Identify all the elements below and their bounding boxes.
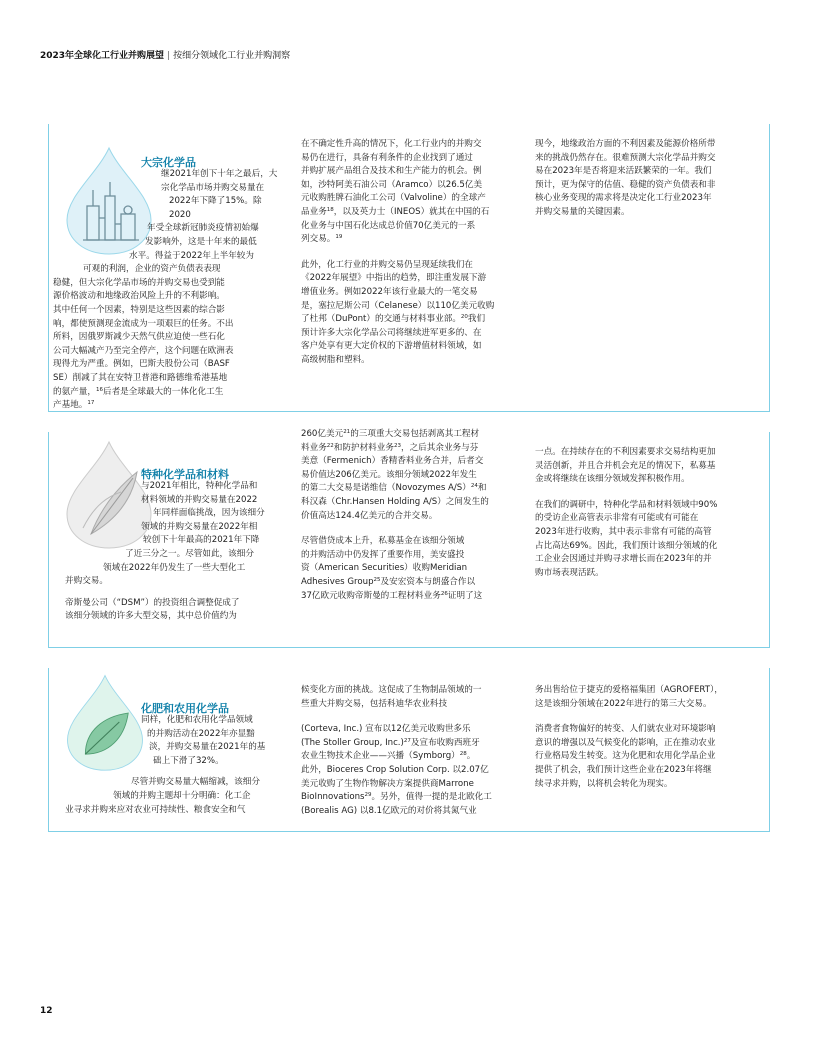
section-title: 特种化学品和材料: [141, 468, 229, 481]
report-title: 2023年全球化工行业并购展望: [40, 51, 165, 61]
page-number: 12: [40, 1006, 53, 1016]
header-separator: |: [167, 51, 171, 61]
bulk-chemicals-column-1: 继2021年创下十年之最后，大 宗化学品市场并购交易量在 2022年下降了15%。除2020 年受全球新冠肺炎疫情初始爆 发影响外，这是十年来的最低 水平。得益于2022年上半年较为 可观的利润，企业的资产负债表表现 稳健，但大宗化学品市场的并购交易也受到能 源价格波动和地缘政治风险上升的不利影响。 其中任何一个因素，特别是这些因素的综合影 响，都使预测现金流成为一项艰巨的任务。不出 所料，因俄罗斯减少天然气供应迫使一些石化 公司大幅减产乃至完全停产，这个问题在欧洲表 现得尤为严重。例如，巴斯夫股份公司（BASF SE）削减了其在安特卫普港和路德维希港基地 的氨产量，$^{16}$后者是全球最大的一体化化工生 产基地。$^{17}$: [53, 169, 278, 411]
section-panel-bulk-chemicals: [48, 124, 770, 412]
bulk-chemicals-column-2: 在不确定性升高的情况下，化工行业内的并购交 易仍在进行，具备有利条件的企业找到了通过 并购扩展产品组合及技术和生产能力的机会。例 如，沙特阿美石油公司（Aramco）以26.5亿美 元收购胜牌石油化工公司（Valvoline）的全球产 品业务$^{18}$，以及英力士（INEOS）就其在中国的石 化业务与中国石化达成总价值70亿美元的一系 列交易。$^{19}$ 此外，化工行业的并购交易仍呈现延续我们在 《2022年展望》中指出的趋势，即注重发展下游 增值业务。例如2022年该行业最大的一笔交易 是，塞拉尼斯公司（Celanese）以110亿美元收购 了杜邦（DuPont）的交通与材料事业部。$^{20}$我们 预计许多大宗化学品公司将继续进军更多的、在 客户处享有更大定价权的下游增值材料领域，如 高级树脂和塑料。: [301, 139, 495, 365]
section-title: 化肥和农用化学品: [141, 702, 229, 715]
section-panel-specialty-chemicals: [48, 429, 770, 648]
bulk-chemicals-column-3: 现今，地缘政治方面的不利因素及能源价格所带 来的挑战仍然存在。很难预测大宗化学品并购交 易在2023年是否将迎来活跃繁荣的一年。我们 预计，更为保守的估值、稳健的资产负债表和非 核心业务变现的需求将是决定化工行业2023年 并购交易量的关键因素。: [535, 139, 716, 217]
specialty-chemicals-column-2: 260亿美元$^{21}$的三项重大交易包括剥离其工程材 料业务$^{22}$和防护材料业务$^{23}$，之后其余业务与芬 美意（Fermenich）香精香料业务合并，后者交 易价值达206亿美元。该细分领域2022年发生 的第二大交易是诺维信（Novozymes A/S）$^{24}$和 科汉森（Chr.Hansen Holding A/S）之间发生的 价值高达124.4亿美元的合并交易。 尽管借贷成本上升，私募基金在该细分领域 的并购活动中仍发挥了重要作用，美安盛投 资（American Securities）收购Meridian Adhesives Group$^{25}$及安宏资本与朗盛合作以 37亿欧元收购帝斯曼的工程材料业务$^{26}$证明了这: [301, 429, 489, 601]
specialty-chemicals-column-1: 与2021年相比，特种化学品和 材料领域的并购交易量在2022 年同样面临挑战，因为该细分 领域的并购交易量在2022年相 较创下十年最高的2021年下降 了近三分之一。尽管如此，该细分 领域在2022年仍发生了一些大型化工 并购交易。 帝斯曼公司（“DSM”）的投资组合调整促成了 该细分领域的许多大型交易，其中总价值约为: [65, 481, 265, 622]
fertilizers-column-3: 务出售给位于捷克的爱格福集团（AGROFERT）， 这是该细分领域在2022年进行的第三大交易。 消费者食物偏好的转变、人们就农业对环境影响 意识的增强以及气候变化的影响，正在推动农业 行业格局发生转变。这为化肥和农用化学品企业 提供了机会，我们预计这些企业在2023年将继 续寻求并购，以将机会转化为现实。: [535, 685, 723, 789]
section-panel-fertilizers: [48, 668, 770, 832]
running-header: [40, 48, 290, 61]
specialty-chemicals-column-3: 一点。在持续存在的不利因素要求交易结构更加 灵活创新，并且合并机会充足的情况下，私募基 金或将继续在该细分领域发挥积极作用。 在我们的调研中，特种化学品和材料领域中90% 的受访企业高管表示非常有可能或有可能在 2023年进行收购，其中表示非常有可能的高管 占比高达69%。因此，我们预计该细分领域的化 工企业会因通过并购寻求增长而在2023年的并 购市场表现活跃。: [535, 447, 718, 578]
section-title: 大宗化学品: [141, 156, 196, 169]
report-subtitle: 按细分领域化工行业并购洞察: [173, 51, 291, 61]
fertilizers-column-1: 同样，化肥和农用化学品领域 的并购活动在2022年亦显黯 淡，并购交易量在2021年的基 础上下滑了32%。 尽管并购交易量大幅缩减，该细分 领域的并购主题却十分明确：化工企 业寻求并购来应对农业可持续性、粮食安全和气: [65, 715, 266, 815]
fertilizers-column-2: 候变化方面的挑战。这促成了生物制品领域的一 些重大并购交易，包括科迪华农业科技 (Corteva, Inc.) 宣布以12亿美元收购世多乐 (The Stoller Group, Inc.)$^{27}$及宣布收购西班牙 农业生物技术企业——兴播（Symborg）$^{28}$。 此外，Bioceres Crop Solution Corp. 以2.07亿 美元收购了生物作物解决方案提供商Marrone BioInnovations$^{29}$。另外，值得一提的是北欧化工 (Borealis AG) 以8.1亿欧元的对价将其氮气业: [301, 685, 492, 816]
